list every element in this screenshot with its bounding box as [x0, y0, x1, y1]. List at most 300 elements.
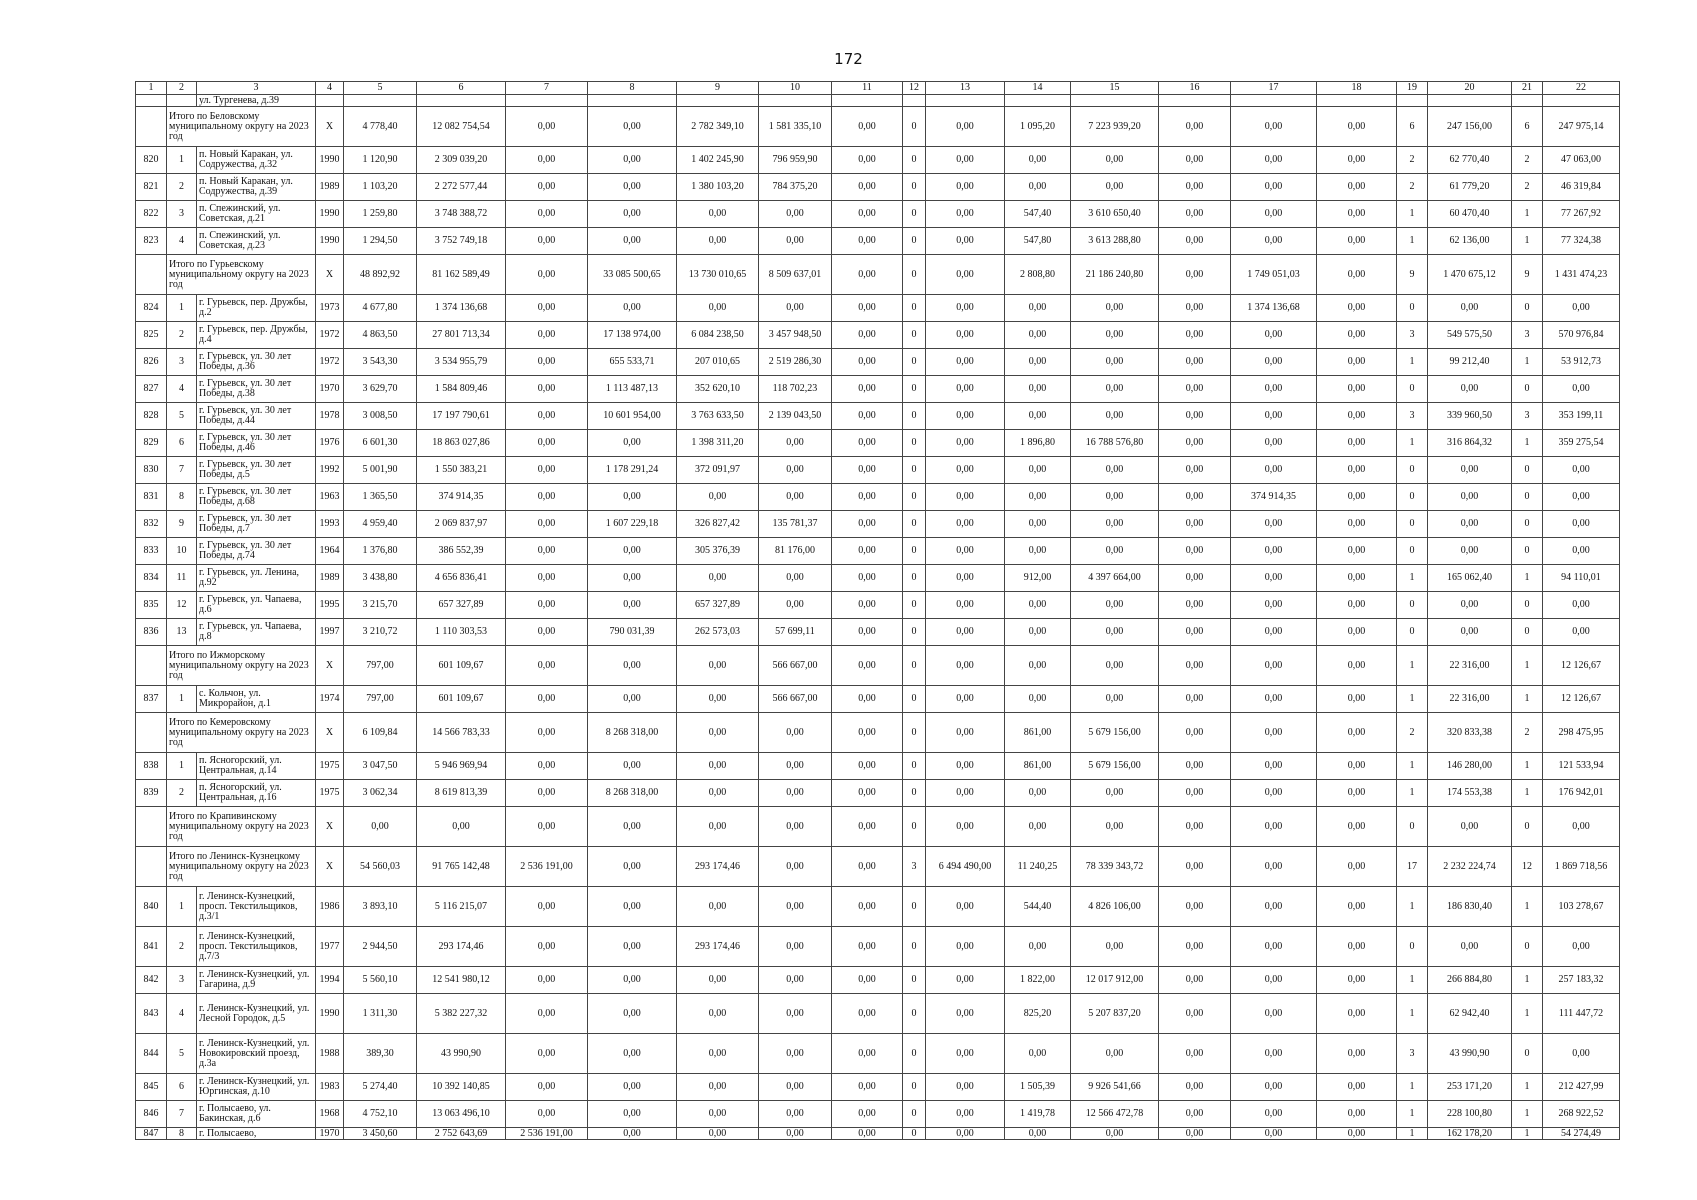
value-cell: 0,00 — [832, 1128, 903, 1140]
value-cell: 3 — [1397, 1034, 1428, 1074]
value-cell: 0 — [903, 147, 926, 174]
row-number-cell: 835 — [136, 592, 167, 619]
register-table-wrapper — [135, 81, 1620, 1140]
column-number: 9 — [677, 82, 759, 95]
value-cell: 0,00 — [1005, 174, 1071, 201]
value-cell: 0 — [1512, 1034, 1543, 1074]
address-cell: г. Гурьевск, ул. 30 лет Победы, д.68 — [197, 484, 316, 511]
value-cell: 1 — [1512, 1074, 1543, 1101]
value-cell: 0,00 — [1071, 538, 1159, 565]
value-cell: 1963 — [316, 484, 344, 511]
value-cell: 0,00 — [506, 376, 588, 403]
column-number: 5 — [344, 82, 417, 95]
value-cell: 0,00 — [1071, 403, 1159, 430]
value-cell: 0,00 — [1543, 376, 1620, 403]
value-cell: 1 380 103,20 — [677, 174, 759, 201]
value-cell: 3 047,50 — [344, 753, 417, 780]
value-cell — [677, 95, 759, 107]
row-number-cell: 829 — [136, 430, 167, 457]
value-cell: 21 186 240,80 — [1071, 255, 1159, 295]
value-cell: 0,00 — [1317, 376, 1397, 403]
value-cell: 0 — [903, 565, 926, 592]
subtotal-label-cell: Итого по Крапивинскому муниципальному округу на 2023 год — [167, 807, 316, 847]
value-cell: 0,00 — [926, 538, 1005, 565]
value-cell — [926, 95, 1005, 107]
value-cell: 54 274,49 — [1543, 1128, 1620, 1140]
value-cell: 1 — [1397, 686, 1428, 713]
value-cell: 0,00 — [1317, 403, 1397, 430]
sub-number-cell: 2 — [167, 174, 197, 201]
value-cell: 57 699,11 — [759, 619, 832, 646]
value-cell: 12 017 912,00 — [1071, 967, 1159, 994]
address-cell: г. Гурьевск, ул. 30 лет Победы, д.7 — [197, 511, 316, 538]
value-cell: 77 267,92 — [1543, 201, 1620, 228]
value-cell: 0 — [1512, 927, 1543, 967]
value-cell: X — [316, 255, 344, 295]
value-cell: 4 397 664,00 — [1071, 565, 1159, 592]
value-cell: 359 275,54 — [1543, 430, 1620, 457]
value-cell: 0,00 — [1071, 322, 1159, 349]
value-cell: 0,00 — [926, 349, 1005, 376]
value-cell: 0,00 — [506, 646, 588, 686]
value-cell: 0,00 — [588, 174, 677, 201]
value-cell: 135 781,37 — [759, 511, 832, 538]
value-cell: 2 — [1397, 147, 1428, 174]
value-cell: 0,00 — [759, 1128, 832, 1140]
value-cell: 0,00 — [759, 1034, 832, 1074]
value-cell: 103 278,67 — [1543, 887, 1620, 927]
value-cell: 0,00 — [1159, 1128, 1231, 1140]
value-cell: 0 — [903, 646, 926, 686]
value-cell: X — [316, 107, 344, 147]
row-number-cell: 842 — [136, 967, 167, 994]
value-cell: 0,00 — [832, 107, 903, 147]
value-cell: 118 702,23 — [759, 376, 832, 403]
table-row — [136, 1101, 1620, 1128]
value-cell: 1972 — [316, 322, 344, 349]
value-cell: 14 566 783,33 — [417, 713, 506, 753]
value-cell: 3 457 948,50 — [759, 322, 832, 349]
value-cell: 0,00 — [759, 713, 832, 753]
value-cell: 0,00 — [832, 322, 903, 349]
value-cell: 0,00 — [926, 967, 1005, 994]
value-cell: 0,00 — [1231, 349, 1317, 376]
value-cell: 797,00 — [344, 646, 417, 686]
value-cell: 0,00 — [1159, 403, 1231, 430]
value-cell: 0,00 — [759, 565, 832, 592]
address-cell: г. Полысаево, ул. Бакинская, д.6 — [197, 1101, 316, 1128]
value-cell: 0,00 — [1071, 1034, 1159, 1074]
value-cell: 339 960,50 — [1428, 403, 1512, 430]
row-number-cell — [136, 107, 167, 147]
value-cell: 0,00 — [1231, 994, 1317, 1034]
row-number-cell: 847 — [136, 1128, 167, 1140]
table-row — [136, 1128, 1620, 1140]
value-cell: 12 082 754,54 — [417, 107, 506, 147]
value-cell: 0,00 — [832, 1034, 903, 1074]
value-cell: 0,00 — [926, 994, 1005, 1034]
value-cell: 0,00 — [1231, 1074, 1317, 1101]
value-cell: 1 431 474,23 — [1543, 255, 1620, 295]
value-cell: 0,00 — [506, 349, 588, 376]
value-cell: 111 447,72 — [1543, 994, 1620, 1034]
value-cell: 0,00 — [677, 807, 759, 847]
value-cell: 0,00 — [1071, 511, 1159, 538]
value-cell: 3 — [903, 847, 926, 887]
value-cell: 3 748 388,72 — [417, 201, 506, 228]
value-cell: 0,00 — [1159, 147, 1231, 174]
value-cell: 2 — [1397, 713, 1428, 753]
value-cell: 0 — [903, 592, 926, 619]
value-cell: 0,00 — [1428, 484, 1512, 511]
value-cell: 0,00 — [1231, 619, 1317, 646]
value-cell: 0,00 — [1005, 1034, 1071, 1074]
row-number-cell: 822 — [136, 201, 167, 228]
value-cell: 0,00 — [1159, 430, 1231, 457]
value-cell: 912,00 — [1005, 565, 1071, 592]
address-cell: г. Гурьевск, ул. 30 лет Победы, д.36 — [197, 349, 316, 376]
value-cell: 0,00 — [1159, 780, 1231, 807]
value-cell: 0,00 — [832, 967, 903, 994]
value-cell: 1 — [1397, 1128, 1428, 1140]
sub-number-cell: 5 — [167, 1034, 197, 1074]
value-cell: 2 — [1512, 713, 1543, 753]
value-cell: 0,00 — [926, 322, 1005, 349]
value-cell: 4 752,10 — [344, 1101, 417, 1128]
table-row — [136, 1034, 1620, 1074]
value-cell: 353 199,11 — [1543, 403, 1620, 430]
value-cell: 212 427,99 — [1543, 1074, 1620, 1101]
value-cell: 0,00 — [417, 807, 506, 847]
value-cell: 0,00 — [1005, 484, 1071, 511]
table-row — [136, 592, 1620, 619]
value-cell: 0,00 — [759, 228, 832, 255]
value-cell: 5 001,90 — [344, 457, 417, 484]
value-cell: 0,00 — [1543, 619, 1620, 646]
row-number-cell — [136, 95, 167, 107]
value-cell: 0,00 — [832, 713, 903, 753]
value-cell: 0,00 — [588, 753, 677, 780]
value-cell: 0 — [903, 322, 926, 349]
value-cell: 53 912,73 — [1543, 349, 1620, 376]
value-cell: 0,00 — [588, 484, 677, 511]
value-cell: 0,00 — [1317, 255, 1397, 295]
value-cell: 1986 — [316, 887, 344, 927]
address-cell: г. Гурьевск, ул. 30 лет Победы, д.38 — [197, 376, 316, 403]
value-cell: 1 — [1397, 1101, 1428, 1128]
value-cell: 0,00 — [1231, 1034, 1317, 1074]
value-cell: 1 — [1512, 646, 1543, 686]
value-cell: 0,00 — [506, 484, 588, 511]
value-cell: 0 — [1397, 484, 1428, 511]
value-cell: 0,00 — [1071, 295, 1159, 322]
value-cell: 0,00 — [1317, 686, 1397, 713]
row-number-cell: 846 — [136, 1101, 167, 1128]
value-cell: 1 — [1512, 887, 1543, 927]
value-cell — [1543, 95, 1620, 107]
value-cell: 0,00 — [832, 295, 903, 322]
sub-number-cell: 2 — [167, 322, 197, 349]
value-cell: 0,00 — [832, 147, 903, 174]
value-cell: 1 113 487,13 — [588, 376, 677, 403]
value-cell: 0,00 — [926, 228, 1005, 255]
value-cell: 12 126,67 — [1543, 686, 1620, 713]
value-cell: 1 374 136,68 — [417, 295, 506, 322]
value-cell: 0,00 — [1428, 619, 1512, 646]
value-cell: 3 438,80 — [344, 565, 417, 592]
value-cell: 0,00 — [506, 228, 588, 255]
value-cell: 1 470 675,12 — [1428, 255, 1512, 295]
value-cell: 1 581 335,10 — [759, 107, 832, 147]
address-cell: с. Кольчон, ул. Микрорайон, д.1 — [197, 686, 316, 713]
value-cell: 389,30 — [344, 1034, 417, 1074]
subtotal-row — [136, 646, 1620, 686]
address-cell: г. Ленинск-Кузнецкий, просп. Текстильщиков, д.7/3 — [197, 927, 316, 967]
address-cell: г. Полысаево, — [197, 1128, 316, 1140]
value-cell: 1992 — [316, 457, 344, 484]
value-cell: 165 062,40 — [1428, 565, 1512, 592]
value-cell: 374 914,35 — [1231, 484, 1317, 511]
value-cell: 6 — [1512, 107, 1543, 147]
value-cell: 0,00 — [1159, 619, 1231, 646]
column-number: 8 — [588, 82, 677, 95]
value-cell: X — [316, 807, 344, 847]
value-cell: 0,00 — [926, 753, 1005, 780]
sub-number-cell: 7 — [167, 457, 197, 484]
value-cell: 0,00 — [506, 686, 588, 713]
row-number-cell: 827 — [136, 376, 167, 403]
value-cell: 3 210,72 — [344, 619, 417, 646]
value-cell: 81 176,00 — [759, 538, 832, 565]
value-cell: 0,00 — [832, 887, 903, 927]
value-cell: 1 — [1512, 565, 1543, 592]
value-cell: 0 — [903, 807, 926, 847]
value-cell: 4 677,80 — [344, 295, 417, 322]
row-number-cell: 825 — [136, 322, 167, 349]
value-cell: 790 031,39 — [588, 619, 677, 646]
column-number: 6 — [417, 82, 506, 95]
value-cell: 0 — [903, 255, 926, 295]
value-cell: 1 — [1397, 967, 1428, 994]
value-cell: 0 — [1512, 376, 1543, 403]
value-cell: 0,00 — [506, 457, 588, 484]
value-cell: 1970 — [316, 376, 344, 403]
value-cell: 0,00 — [832, 847, 903, 887]
value-cell: 1974 — [316, 686, 344, 713]
value-cell: 0,00 — [1231, 511, 1317, 538]
value-cell: 0,00 — [1317, 847, 1397, 887]
value-cell: 2 536 191,00 — [506, 1128, 588, 1140]
column-number: 19 — [1397, 82, 1428, 95]
row-number-cell: 833 — [136, 538, 167, 565]
value-cell: 0,00 — [1071, 457, 1159, 484]
value-cell: 0,00 — [1543, 511, 1620, 538]
value-cell: 1 — [1512, 686, 1543, 713]
value-cell: 3 610 650,40 — [1071, 201, 1159, 228]
value-cell: 1968 — [316, 1101, 344, 1128]
value-cell — [759, 95, 832, 107]
value-cell: 0,00 — [1428, 376, 1512, 403]
value-cell: 0,00 — [344, 807, 417, 847]
value-cell: 0,00 — [1159, 807, 1231, 847]
value-cell: 0 — [1397, 538, 1428, 565]
column-number: 4 — [316, 82, 344, 95]
row-number-cell: 831 — [136, 484, 167, 511]
value-cell: 0,00 — [588, 538, 677, 565]
value-cell: 0,00 — [759, 1074, 832, 1101]
value-cell: 1973 — [316, 295, 344, 322]
value-cell — [1231, 95, 1317, 107]
value-cell: 0,00 — [1317, 538, 1397, 565]
value-cell: 0,00 — [1317, 565, 1397, 592]
value-cell: 4 778,40 — [344, 107, 417, 147]
value-cell: 43 990,90 — [1428, 1034, 1512, 1074]
value-cell: 77 324,38 — [1543, 228, 1620, 255]
value-cell: 0 — [903, 201, 926, 228]
value-cell: 0,00 — [506, 927, 588, 967]
value-cell: 1 — [1512, 1101, 1543, 1128]
value-cell: 2 944,50 — [344, 927, 417, 967]
value-cell: 0,00 — [1317, 484, 1397, 511]
value-cell: 0,00 — [677, 686, 759, 713]
column-number: 3 — [197, 82, 316, 95]
value-cell: 0,00 — [677, 713, 759, 753]
table-row — [136, 349, 1620, 376]
value-cell: 0 — [1397, 511, 1428, 538]
value-cell: 0,00 — [1231, 1101, 1317, 1128]
value-cell: 1 896,80 — [1005, 430, 1071, 457]
value-cell: 61 779,20 — [1428, 174, 1512, 201]
value-cell: 0,00 — [1317, 619, 1397, 646]
value-cell: 0,00 — [1159, 349, 1231, 376]
value-cell: 0,00 — [832, 174, 903, 201]
value-cell: 0,00 — [1317, 713, 1397, 753]
value-cell: 0,00 — [1231, 847, 1317, 887]
value-cell: 0,00 — [926, 147, 1005, 174]
value-cell: 0,00 — [926, 376, 1005, 403]
table-row — [136, 887, 1620, 927]
value-cell: 2 — [1397, 174, 1428, 201]
row-number-cell: 838 — [136, 753, 167, 780]
value-cell: 298 475,95 — [1543, 713, 1620, 753]
value-cell: 3 215,70 — [344, 592, 417, 619]
value-cell: 0,00 — [1317, 430, 1397, 457]
value-cell: 0,00 — [1159, 753, 1231, 780]
sub-number-cell: 7 — [167, 1101, 197, 1128]
value-cell: 0 — [1397, 807, 1428, 847]
value-cell: 0 — [1397, 927, 1428, 967]
value-cell: 352 620,10 — [677, 376, 759, 403]
value-cell: 13 063 496,10 — [417, 1101, 506, 1128]
value-cell: 0,00 — [1159, 376, 1231, 403]
subtotal-label-cell: Итого по Гурьевскому муниципальному округу на 2023 год — [167, 255, 316, 295]
value-cell: 0,00 — [588, 1128, 677, 1140]
sub-number-cell: 2 — [167, 927, 197, 967]
value-cell: 5 560,10 — [344, 967, 417, 994]
address-cell: ул. Тургенева, д.39 — [197, 95, 316, 107]
value-cell: 12 126,67 — [1543, 646, 1620, 686]
value-cell: 1 103,20 — [344, 174, 417, 201]
value-cell: 5 946 969,94 — [417, 753, 506, 780]
value-cell: 0,00 — [1159, 1074, 1231, 1101]
value-cell: 1972 — [316, 349, 344, 376]
value-cell: 3 450,60 — [344, 1128, 417, 1140]
value-cell: 1 — [1512, 780, 1543, 807]
row-number-cell — [136, 807, 167, 847]
value-cell: 0,00 — [506, 295, 588, 322]
value-cell: 0,00 — [1317, 1034, 1397, 1074]
value-cell: 0 — [903, 403, 926, 430]
table-row — [136, 538, 1620, 565]
table-row — [136, 565, 1620, 592]
address-cell: г. Ленинск-Кузнецкий, ул. Новокировский проезд, д.3а — [197, 1034, 316, 1074]
value-cell: 0,00 — [1428, 457, 1512, 484]
value-cell: 257 183,32 — [1543, 967, 1620, 994]
value-cell: 0,00 — [1231, 592, 1317, 619]
value-cell — [1159, 95, 1231, 107]
value-cell: 0,00 — [1159, 295, 1231, 322]
value-cell: 0,00 — [1317, 511, 1397, 538]
subtotal-row — [136, 847, 1620, 887]
value-cell: 0,00 — [1071, 147, 1159, 174]
value-cell: 17 — [1397, 847, 1428, 887]
value-cell: 293 174,46 — [417, 927, 506, 967]
value-cell: 47 063,00 — [1543, 147, 1620, 174]
value-cell: 1 869 718,56 — [1543, 847, 1620, 887]
value-cell: 0,00 — [1159, 686, 1231, 713]
value-cell: 0 — [903, 713, 926, 753]
value-cell: 253 171,20 — [1428, 1074, 1512, 1101]
value-cell: 0,00 — [1159, 646, 1231, 686]
value-cell: 162 178,20 — [1428, 1128, 1512, 1140]
address-cell: г. Ленинск-Кузнецкий, ул. Лесной Городок, д.5 — [197, 994, 316, 1034]
value-cell: 1990 — [316, 147, 344, 174]
value-cell: 1988 — [316, 1034, 344, 1074]
value-cell: 0 — [903, 430, 926, 457]
value-cell: 0,00 — [1317, 295, 1397, 322]
value-cell: 0,00 — [759, 780, 832, 807]
value-cell: 0 — [903, 967, 926, 994]
value-cell — [316, 95, 344, 107]
value-cell: 566 667,00 — [759, 686, 832, 713]
value-cell — [506, 95, 588, 107]
sub-number-cell: 1 — [167, 753, 197, 780]
value-cell: 0,00 — [677, 967, 759, 994]
value-cell: 0 — [903, 686, 926, 713]
row-number-cell: 832 — [136, 511, 167, 538]
table-row — [136, 295, 1620, 322]
value-cell: 0,00 — [677, 1101, 759, 1128]
value-cell — [417, 95, 506, 107]
sub-number-cell: 8 — [167, 484, 197, 511]
value-cell: 0,00 — [1071, 807, 1159, 847]
value-cell: 0 — [903, 349, 926, 376]
value-cell: 1 — [1512, 349, 1543, 376]
value-cell: 0,00 — [506, 753, 588, 780]
value-cell: 0,00 — [759, 457, 832, 484]
value-cell: 1964 — [316, 538, 344, 565]
value-cell: 0 — [903, 1101, 926, 1128]
value-cell: 10 601 954,00 — [588, 403, 677, 430]
value-cell: 0,00 — [832, 994, 903, 1034]
value-cell: 0,00 — [1317, 147, 1397, 174]
value-cell: 1995 — [316, 592, 344, 619]
value-cell: 6 494 490,00 — [926, 847, 1005, 887]
sub-number-cell: 5 — [167, 403, 197, 430]
value-cell: 0,00 — [1317, 646, 1397, 686]
value-cell: 0,00 — [1231, 228, 1317, 255]
value-cell: 0,00 — [588, 967, 677, 994]
